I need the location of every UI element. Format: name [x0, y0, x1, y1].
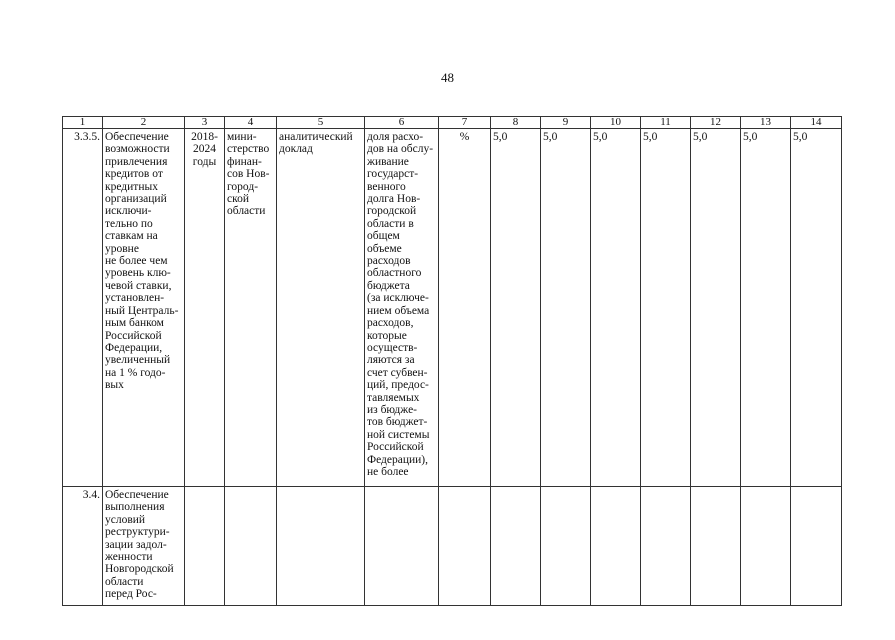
- indicator: доля расхо- дов на обслу- живание государст- венного долга Нов- городской области в общем объеме расходов областного бюджета (за исключе- нием объема расходов, которые осуществ- ляются за счет субвен- ций, предос- тавляемых из бюдже- тов бюджет- ной системы Российской Федерации), не более: [365, 129, 439, 487]
- header-cell: 4: [225, 117, 277, 129]
- header-cell: 10: [591, 117, 641, 129]
- value-cell: [691, 487, 741, 606]
- value-cell: 5,0: [791, 129, 842, 487]
- header-cell: 12: [691, 117, 741, 129]
- unit: [439, 487, 491, 606]
- value-cell: [741, 487, 791, 606]
- info-source: аналитический доклад: [277, 129, 365, 487]
- value-cell: 5,0: [741, 129, 791, 487]
- info-source: [277, 487, 365, 606]
- header-cell: 14: [791, 117, 842, 129]
- page-number: 48: [441, 70, 454, 85]
- header-row: [63, 117, 842, 129]
- header-cell: 2: [103, 117, 185, 129]
- table-row: [63, 129, 842, 487]
- measure-name: Обеспечение выполнения условий реструктури- зации задол- женности Новгородской области перед Рос-: [103, 487, 185, 606]
- value-cell: 5,0: [541, 129, 591, 487]
- table-row: [63, 487, 842, 606]
- value-cell: 5,0: [641, 129, 691, 487]
- header-cell: 5: [277, 117, 365, 129]
- header-cell: 6: [365, 117, 439, 129]
- value-cell: 5,0: [491, 129, 541, 487]
- executor: мини- стерство финан- сов Нов- город- ской области: [225, 129, 277, 487]
- indicator: [365, 487, 439, 606]
- value-cell: 5,0: [591, 129, 641, 487]
- header-cell: 9: [541, 117, 591, 129]
- header-cell: 7: [439, 117, 491, 129]
- header-cell: 1: [63, 117, 103, 129]
- measure-name: Обеспечение возможности привлечения кредитов от кредитных организаций исключи- тельно по ставкам на уровне не более чем уровень клю- чевой ставки, установлен- ный Централь- ным банком Российской Федерации, увеличенный на 1 % годо- вых: [103, 129, 185, 487]
- period: 2018- 2024 годы: [185, 129, 225, 487]
- value-cell: [541, 487, 591, 606]
- row-number: 3.3.5.: [63, 129, 103, 487]
- value-cell: [591, 487, 641, 606]
- unit: %: [439, 129, 491, 487]
- header-cell: 13: [741, 117, 791, 129]
- period: [185, 487, 225, 606]
- executor: [225, 487, 277, 606]
- value-cell: [791, 487, 842, 606]
- value-cell: [641, 487, 691, 606]
- value-cell: [491, 487, 541, 606]
- value-cell: 5,0: [691, 129, 741, 487]
- header-cell: 8: [491, 117, 541, 129]
- indicators-table: [62, 116, 842, 606]
- header-cell: 3: [185, 117, 225, 129]
- header-cell: 11: [641, 117, 691, 129]
- row-number: 3.4.: [63, 487, 103, 606]
